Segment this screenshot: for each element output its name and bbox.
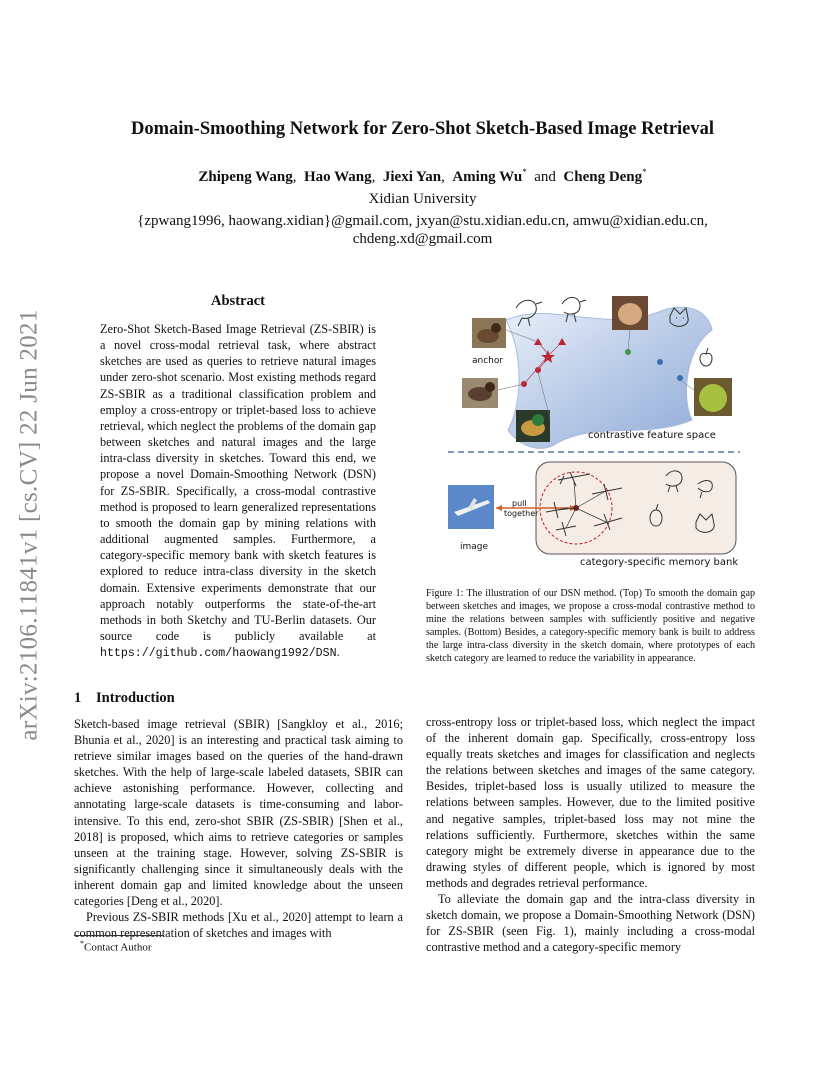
bird-photo-icon: [516, 410, 550, 442]
blue-point: [657, 359, 663, 365]
paper-title: Domain-Smoothing Network for Zero-Shot Sketch-Based Image Retrieval: [130, 119, 715, 139]
author-name: Hao Wang: [303, 169, 372, 185]
author-mark: *: [642, 167, 647, 177]
right-column: [426, 714, 755, 955]
label-image: image: [460, 542, 489, 552]
cat-photo-icon: [612, 296, 648, 330]
section-heading-introduction: [74, 690, 175, 707]
abstract-body: [100, 321, 376, 662]
emails-line-2: chdeng.xd@gmail.com: [352, 231, 493, 247]
abstract-text: Zero-Shot Sketch-Based Image Retrieval (ZS-SBIR) is a novel cross-modal retrieval task, where abstract sketches are used as queries to retrieve natural images under zero-shot scenario. Most existing methods regard ZS-SBIR as a traditional classification problem and employ a cross-entropy or triplet-based loss to achieve retrieval, which neglect the problems of the domain gap between sketches and natural images and the large intra-class diversity in sketches. Toward this end, we propose a novel Domain-Smoothing Network (DSN) for ZS-SBIR. Specifically, a cross-modal contrastive method is proposed to learn generalized representations to smooth the domain gap by mining relations with additional augmented samples. Furthermore, a category-specific memory bank with sketch features is explored to reduce intra-class diversity in the sketch domain. Extensive experiments demonstrate that our approach notably outperforms the state-of-the-art methods in both Sketchy and TU-Berlin datasets. Our source code is publicly available at: [100, 322, 376, 643]
intro-paragraph-2: Previous ZS-SBIR methods [Xu et al., 2020] attempt to learn a common representation of sketches and images with: [74, 910, 403, 941]
apple-photo-icon: [694, 378, 732, 416]
author-mark: *: [522, 167, 527, 177]
author-emails: [60, 212, 785, 248]
bird-photo-icon: [472, 318, 506, 348]
label-together: together: [504, 509, 539, 518]
intro-paragraph-4: To alleviate the domain gap and the intra-class diversity in sketch domain, we propose a Domain-Smoothing Network (DSN) for ZS-SBIR (seen Fig. 1), mainly including a cross-modal contrastive method and a category-specific memory: [426, 892, 755, 955]
intro-paragraph-3: cross-entropy loss or triplet-based loss, which neglect the impact of the inherent domain gap. Specifically, cross-entropy loss equally treats sketches and images for classification and neglects the relations between sketches and images of the same category. Besides, triplet-based loss is usually utilized to measure the relations between samples. However, due to the limited positive and negative samples, triplet-based loss may not mine the relations sufficiently. Furthermore, sketches within the same category might be extremely diverse in appearance due to the drawing styles of different people, which is ignored by most methods and degrades retrieval performance.: [426, 715, 755, 890]
airplane-photo-icon: [448, 485, 494, 529]
author-name: Cheng Deng: [563, 169, 643, 185]
footnote: [80, 939, 152, 954]
abstract-tail: .: [336, 645, 340, 660]
figure-caption: Figure 1: The illustration of our DSN method. (Top) To smooth the domain gap between sketches and images, we propose a cross-modal contrastive method to mine the relations between samples with sufficiently positive and negative samples. (Bottom) Besides, a category-specific memory bank is built to address the large intra-class diversity in the sketch domain, where prototypes of each sketch category are learned to reduce the variability in appearance.: [426, 588, 755, 664]
author-name: Aming Wu: [452, 169, 523, 185]
section-title: Introduction: [96, 690, 175, 706]
apple-sketch-icon: [700, 348, 712, 366]
footnote-text: Contact Author: [84, 941, 152, 954]
section-number: 1: [74, 690, 82, 706]
bird-photo-icon: [462, 378, 498, 408]
label-pull: pull: [512, 499, 527, 508]
left-column: [74, 716, 403, 941]
author-name: Zhipeng Wang: [198, 169, 293, 185]
intro-paragraph-1: Sketch-based image retrieval (SBIR) [Sangkloy et al., 2016; Bhunia et al., 2020] is an interesting and practical task aiming to retrieve similar images based on the queries of the hand-drawn sketches. With the help of large-scale labeled datasets, SBIR can achieve astonishing performance. However, collecting and annotating large-scale datasets is time-consuming and labor-intensive. To this end, zero-shot SBIR (ZS-SBIR) [Shen et al., 2018] is proposed, which aims to retrieve categories or samples unseen at the training stage. However, solving ZS-SBIR is significantly challenging since it simultaneously deals with the inherent domain gap and limited knowledge about the unseen categories [Deng et al., 2020].: [74, 717, 403, 909]
abstract-heading: Abstract: [211, 293, 265, 309]
footnote-mark: *: [80, 939, 84, 948]
author-and: and: [534, 169, 556, 185]
label-memory-bank: category-specific memory bank: [580, 557, 739, 568]
emails-line-1: {zpwang1996, haowang.xidian}@gmail.com, jxyan@stu.xidian.edu.cn, amwu@xidian.edu.cn,: [137, 213, 708, 229]
label-anchor: anchor: [472, 356, 504, 366]
source-code-link[interactable]: https://github.com/haowang1992/DSN: [100, 647, 337, 661]
footnote-rule: [74, 935, 164, 936]
author-list: Zhipeng Wang, Hao Wang, Jiexi Yan, Aming Wu* and Cheng Deng*: [198, 167, 647, 185]
author-name: Jiexi Yan: [382, 169, 442, 185]
label-contrastive-feature-space: contrastive feature space: [588, 430, 716, 441]
arxiv-stamp: arXiv:2106.11841v1 [cs.CV] 22 Jun 2021: [16, 309, 43, 741]
affiliation: Xidian University: [368, 191, 477, 207]
figure-1: [444, 290, 744, 575]
